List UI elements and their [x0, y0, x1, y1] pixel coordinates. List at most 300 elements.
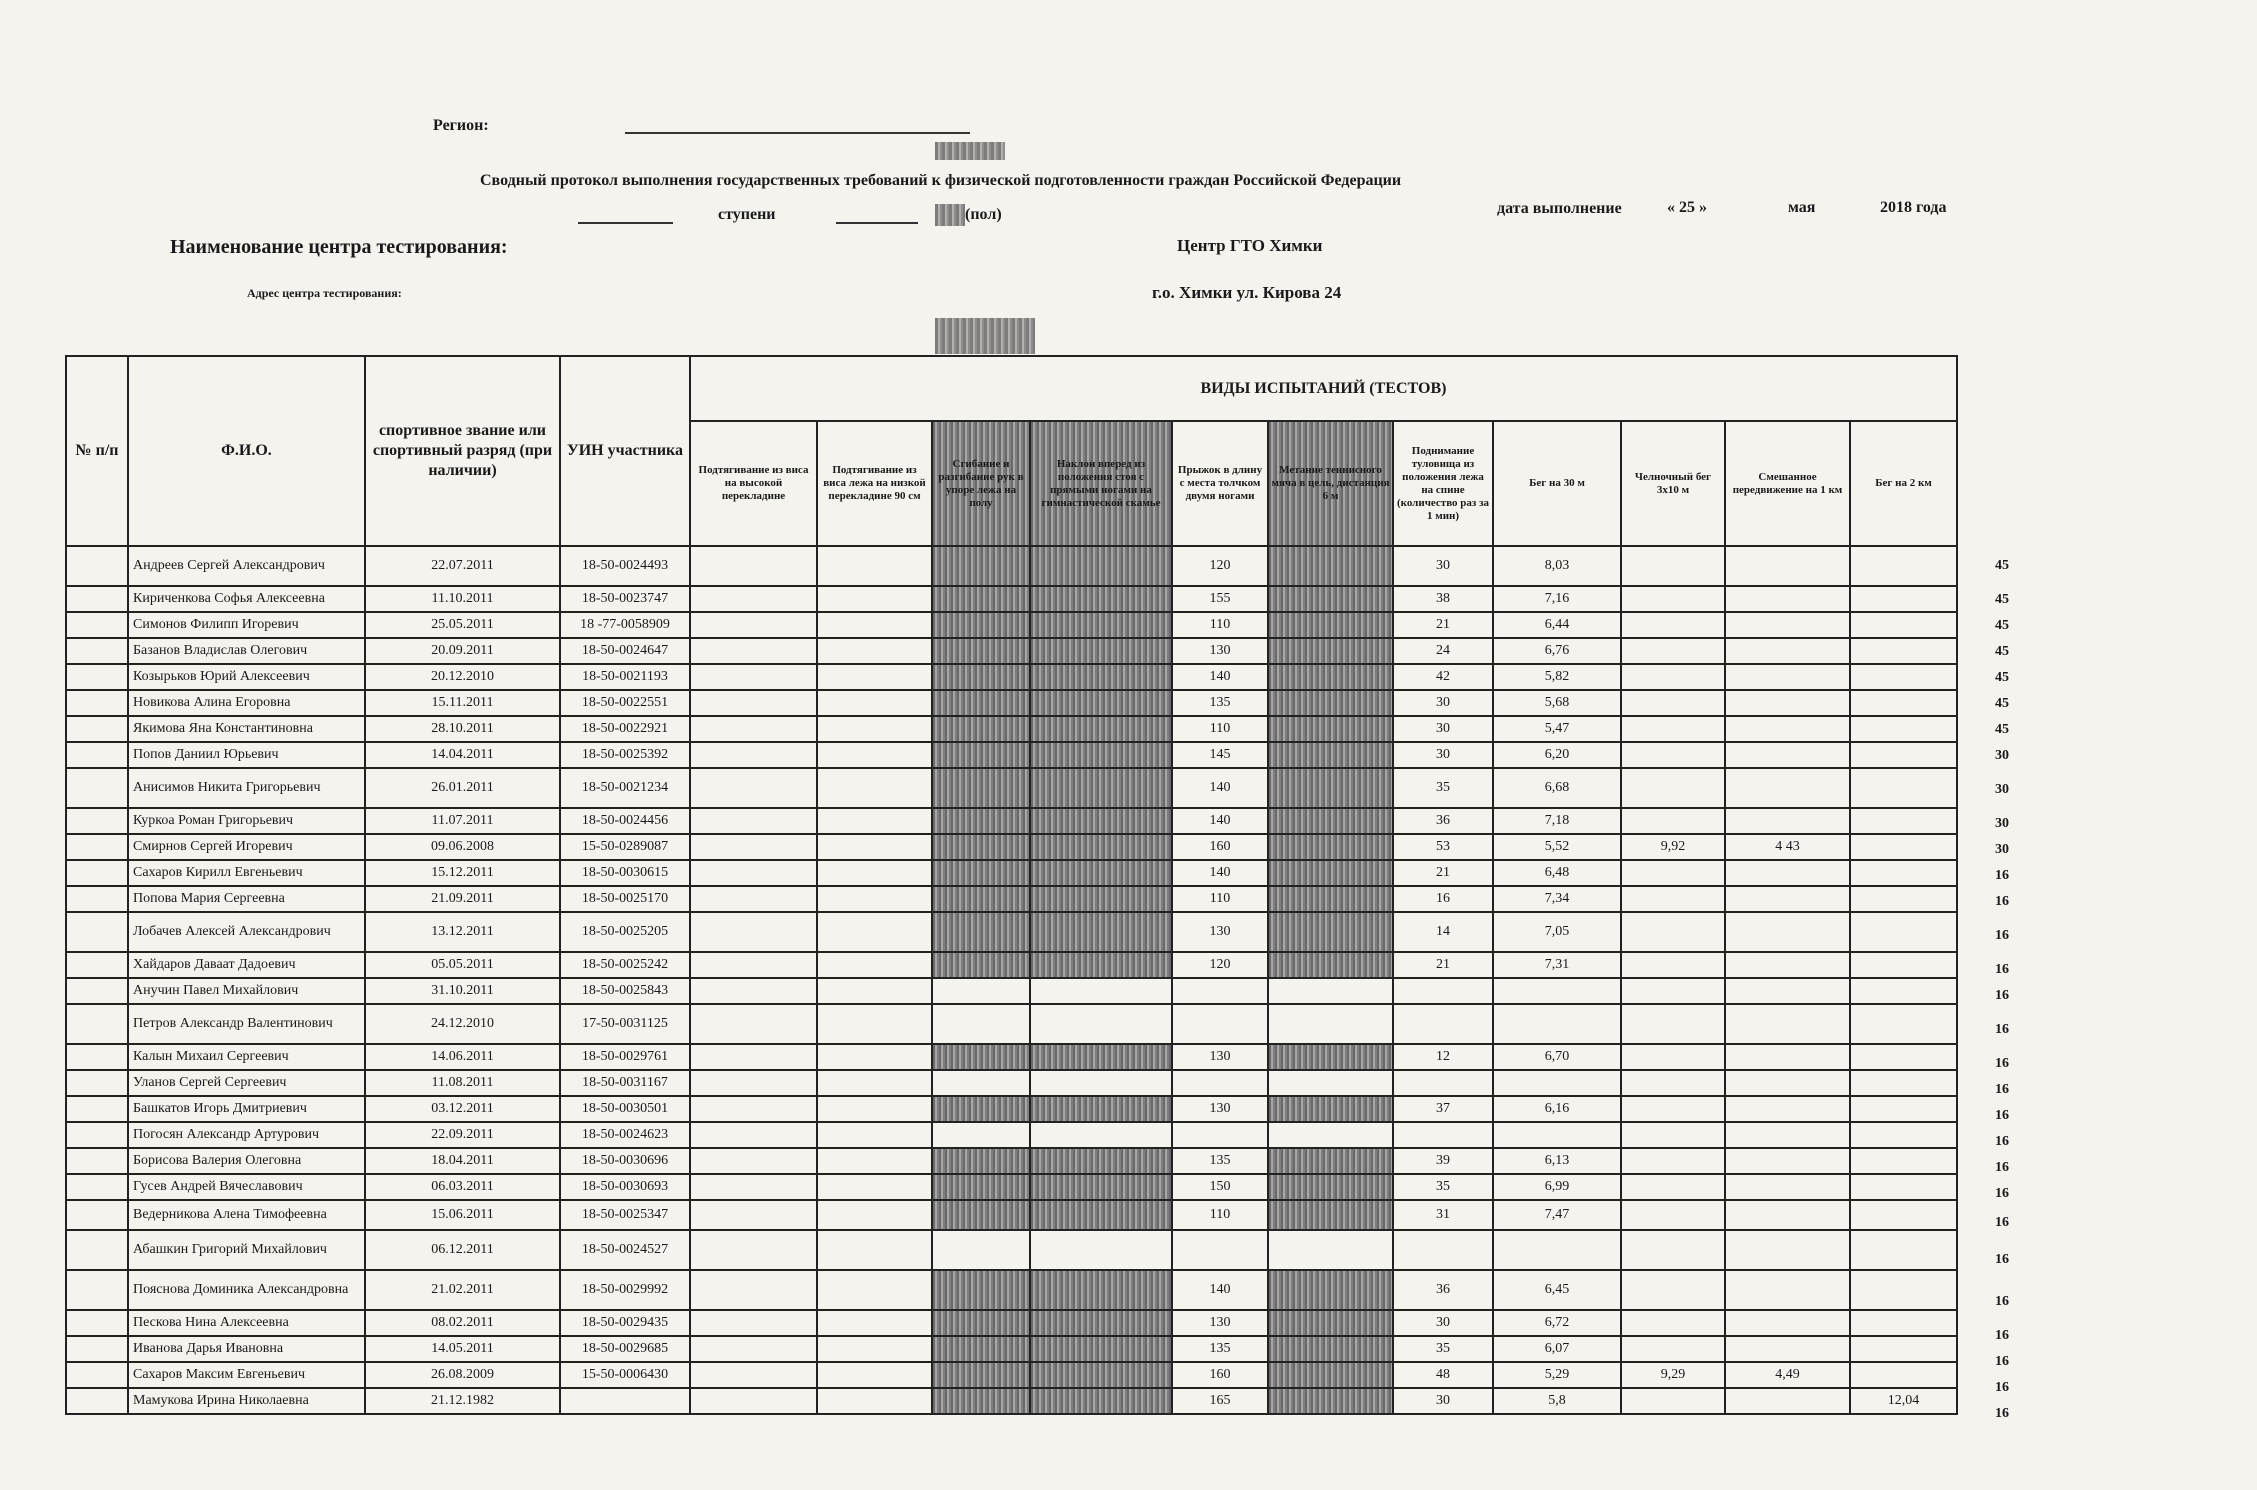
participant-dob: 15.06.2011 [365, 1200, 560, 1230]
score-value: 16 [1995, 1056, 2009, 1071]
pullup-high [690, 742, 817, 768]
mixed-1km [1725, 742, 1850, 768]
pullup-high [690, 716, 817, 742]
long-jump: 140 [1172, 1270, 1268, 1310]
shuttle-run [1621, 1230, 1725, 1270]
test-header-3: Наклон вперед из положения стоя с прямыми ногами на гимнастической скамье [1030, 421, 1172, 546]
situps: 30 [1393, 1388, 1493, 1414]
run-30m: 6,48 [1493, 860, 1621, 886]
ball-throw [1268, 1148, 1393, 1174]
long-jump: 155 [1172, 586, 1268, 612]
pushups [932, 1388, 1030, 1414]
run-2km: 12,04 [1850, 1388, 1957, 1414]
pushups [932, 1174, 1030, 1200]
ball-throw [1268, 638, 1393, 664]
pushups [932, 546, 1030, 586]
situps [1393, 1230, 1493, 1270]
test-header-6: Поднимание туловища из положения лежа на спине (количество раз за 1 мин) [1393, 421, 1493, 546]
long-jump: 140 [1172, 860, 1268, 886]
participant-uin: 18-50-0021193 [560, 664, 690, 690]
bend-forward [1030, 1200, 1172, 1230]
shuttle-run: 9,29 [1621, 1362, 1725, 1388]
situps: 39 [1393, 1148, 1493, 1174]
ball-throw [1268, 586, 1393, 612]
mixed-1km [1725, 546, 1850, 586]
participant-dob: 14.04.2011 [365, 742, 560, 768]
run-2km [1850, 1270, 1957, 1310]
mixed-1km [1725, 1004, 1850, 1044]
pushups [932, 1122, 1030, 1148]
date-year: 2018 года [1880, 199, 1947, 216]
row-number [66, 1044, 128, 1070]
participant-name: Калын Михаил Сергеевич [128, 1044, 365, 1070]
score-value: 45 [1995, 722, 2009, 737]
shuttle-run [1621, 952, 1725, 978]
table-row [66, 978, 1957, 1004]
bend-forward [1030, 716, 1172, 742]
participant-dob: 11.10.2011 [365, 586, 560, 612]
participant-uin: 18-50-0025843 [560, 978, 690, 1004]
table-row [66, 768, 1957, 808]
ball-throw [1268, 1174, 1393, 1200]
score-value: 16 [1995, 1328, 2009, 1343]
row-number [66, 716, 128, 742]
pushups [932, 1310, 1030, 1336]
bend-forward [1030, 808, 1172, 834]
shuttle-run [1621, 546, 1725, 586]
table-row [66, 912, 1957, 952]
table-row [66, 612, 1957, 638]
pullup-high [690, 768, 817, 808]
situps: 21 [1393, 952, 1493, 978]
redaction-mark [935, 318, 1035, 354]
long-jump: 130 [1172, 1096, 1268, 1122]
pullup-low [817, 768, 932, 808]
pushups [932, 1200, 1030, 1230]
run-30m: 7,18 [1493, 808, 1621, 834]
row-number [66, 690, 128, 716]
situps: 31 [1393, 1200, 1493, 1230]
ball-throw [1268, 1200, 1393, 1230]
participant-dob: 06.12.2011 [365, 1230, 560, 1270]
pushups [932, 716, 1030, 742]
pullup-high [690, 1388, 817, 1414]
bend-forward [1030, 1336, 1172, 1362]
pushups [932, 742, 1030, 768]
long-jump: 120 [1172, 952, 1268, 978]
ball-throw [1268, 768, 1393, 808]
participant-dob: 05.05.2011 [365, 952, 560, 978]
mixed-1km [1725, 952, 1850, 978]
bend-forward [1030, 1004, 1172, 1044]
table-row [66, 886, 1957, 912]
pullup-low [817, 1230, 932, 1270]
run-2km [1850, 952, 1957, 978]
participant-uin: 15-50-0006430 [560, 1362, 690, 1388]
score-value: 16 [1995, 1406, 2009, 1421]
score-value: 16 [1995, 962, 2009, 977]
shuttle-run [1621, 1004, 1725, 1044]
shuttle-run [1621, 1310, 1725, 1336]
pullup-high [690, 1336, 817, 1362]
date-month: мая [1788, 199, 1816, 216]
participant-name: Башкатов Игорь Дмитриевич [128, 1096, 365, 1122]
pushups [932, 1004, 1030, 1044]
participant-name: Хайдаров Даваат Дадоевич [128, 952, 365, 978]
pushups [932, 1230, 1030, 1270]
participant-dob: 21.02.2011 [365, 1270, 560, 1310]
participant-name: Анучин Павел Михайлович [128, 978, 365, 1004]
pushups [932, 1148, 1030, 1174]
row-number [66, 978, 128, 1004]
situps: 30 [1393, 690, 1493, 716]
region-underline [625, 132, 970, 134]
situps: 21 [1393, 860, 1493, 886]
run-30m: 5,68 [1493, 690, 1621, 716]
run-2km [1850, 664, 1957, 690]
participant-name: Андреев Сергей Александрович [128, 546, 365, 586]
participant-uin: 18-50-0025347 [560, 1200, 690, 1230]
long-jump: 110 [1172, 1200, 1268, 1230]
mixed-1km [1725, 1388, 1850, 1414]
pullup-low [817, 1336, 932, 1362]
table-row [66, 1336, 1957, 1362]
pushups [932, 1270, 1030, 1310]
participant-name: Базанов Владислав Олегович [128, 638, 365, 664]
score-value: 16 [1995, 1354, 2009, 1369]
shuttle-run [1621, 978, 1725, 1004]
participant-uin: 18-50-0024647 [560, 638, 690, 664]
participant-name: Пескова Нина Алексеевна [128, 1310, 365, 1336]
situps [1393, 1070, 1493, 1096]
score-value: 45 [1995, 618, 2009, 633]
pullup-low [817, 1122, 932, 1148]
col-fio-header: Ф.И.О. [128, 356, 365, 546]
row-number [66, 1004, 128, 1044]
mixed-1km [1725, 978, 1850, 1004]
pullup-high [690, 1174, 817, 1200]
bend-forward [1030, 952, 1172, 978]
test-header-7: Бег на 30 м [1493, 421, 1621, 546]
situps: 14 [1393, 912, 1493, 952]
ball-throw [1268, 1336, 1393, 1362]
situps: 35 [1393, 1336, 1493, 1362]
stage-label: ступени [718, 206, 776, 223]
pushups [932, 1336, 1030, 1362]
run-30m [1493, 1230, 1621, 1270]
participant-name: Сахаров Максим Евгеньевич [128, 1362, 365, 1388]
ball-throw [1268, 716, 1393, 742]
run-30m: 6,72 [1493, 1310, 1621, 1336]
long-jump [1172, 978, 1268, 1004]
participant-dob: 21.09.2011 [365, 886, 560, 912]
situps [1393, 978, 1493, 1004]
situps: 53 [1393, 834, 1493, 860]
row-number [66, 1148, 128, 1174]
row-number [66, 586, 128, 612]
pullup-high [690, 886, 817, 912]
run-2km [1850, 886, 1957, 912]
score-value: 16 [1995, 868, 2009, 883]
participant-dob: 13.12.2011 [365, 912, 560, 952]
score-value: 16 [1995, 1082, 2009, 1097]
run-2km [1850, 1004, 1957, 1044]
run-2km [1850, 912, 1957, 952]
participant-name: Лобачев Алексей Александрович [128, 912, 365, 952]
bend-forward [1030, 886, 1172, 912]
mixed-1km: 4 43 [1725, 834, 1850, 860]
bend-forward [1030, 586, 1172, 612]
pullup-high [690, 1362, 817, 1388]
long-jump: 110 [1172, 886, 1268, 912]
score-value: 16 [1995, 894, 2009, 909]
run-2km [1850, 1122, 1957, 1148]
participant-uin: 18-50-0025392 [560, 742, 690, 768]
score-value: 30 [1995, 842, 2009, 857]
participant-uin: 18-50-0022551 [560, 690, 690, 716]
participant-name: Иванова Дарья Ивановна [128, 1336, 365, 1362]
ball-throw [1268, 1070, 1393, 1096]
bend-forward [1030, 978, 1172, 1004]
row-number [66, 860, 128, 886]
shuttle-run [1621, 860, 1725, 886]
row-number [66, 768, 128, 808]
pullup-low [817, 1362, 932, 1388]
long-jump: 140 [1172, 808, 1268, 834]
row-number [66, 612, 128, 638]
participant-uin: 18-50-0021234 [560, 768, 690, 808]
pullup-high [690, 664, 817, 690]
run-2km [1850, 1070, 1957, 1096]
center-label: Наименование центра тестирования: [170, 236, 508, 258]
score-value: 16 [1995, 988, 2009, 1003]
redaction-mark [935, 204, 965, 226]
mixed-1km [1725, 886, 1850, 912]
bend-forward [1030, 612, 1172, 638]
bend-forward [1030, 1122, 1172, 1148]
table-row [66, 1362, 1957, 1388]
run-30m [1493, 1122, 1621, 1148]
table-row [66, 1230, 1957, 1270]
bend-forward [1030, 834, 1172, 860]
participant-uin: 18-50-0022921 [560, 716, 690, 742]
pushups [932, 912, 1030, 952]
pullup-low [817, 716, 932, 742]
document-title: Сводный протокол выполнения государственных требований к физической подготовленности граждан Российской Федерации [480, 172, 1402, 189]
table-row [66, 952, 1957, 978]
ball-throw [1268, 834, 1393, 860]
long-jump: 145 [1172, 742, 1268, 768]
pullup-low [817, 664, 932, 690]
table-row [66, 546, 1957, 586]
pullup-high [690, 1044, 817, 1070]
pullup-high [690, 1004, 817, 1044]
mixed-1km [1725, 808, 1850, 834]
pushups [932, 978, 1030, 1004]
long-jump: 135 [1172, 690, 1268, 716]
long-jump [1172, 1070, 1268, 1096]
run-2km [1850, 834, 1957, 860]
sex-label: (пол) [965, 206, 1002, 223]
participant-dob: 31.10.2011 [365, 978, 560, 1004]
address-value: г.о. Химки ул. Кирова 24 [1152, 283, 1342, 302]
mixed-1km [1725, 1174, 1850, 1200]
participant-name: Попова Мария Сергеевна [128, 886, 365, 912]
long-jump: 135 [1172, 1148, 1268, 1174]
situps: 30 [1393, 742, 1493, 768]
pullup-high [690, 978, 817, 1004]
table-row [66, 1096, 1957, 1122]
participant-uin: 15-50-0289087 [560, 834, 690, 860]
shuttle-run [1621, 1148, 1725, 1174]
mixed-1km: 4,49 [1725, 1362, 1850, 1388]
run-2km [1850, 1200, 1957, 1230]
shuttle-run [1621, 612, 1725, 638]
run-2km [1850, 1148, 1957, 1174]
pushups [932, 1044, 1030, 1070]
address-label: Адрес центра тестирования: [247, 286, 402, 300]
situps: 24 [1393, 638, 1493, 664]
shuttle-run [1621, 1270, 1725, 1310]
participant-name: Погосян Александр Артурович [128, 1122, 365, 1148]
row-number [66, 1230, 128, 1270]
long-jump: 140 [1172, 768, 1268, 808]
ball-throw [1268, 978, 1393, 1004]
pullup-low [817, 1200, 932, 1230]
participant-dob: 24.12.2010 [365, 1004, 560, 1044]
pushups [932, 638, 1030, 664]
run-30m: 5,29 [1493, 1362, 1621, 1388]
mixed-1km [1725, 664, 1850, 690]
bend-forward [1030, 912, 1172, 952]
table-row [66, 1270, 1957, 1310]
shuttle-run [1621, 1174, 1725, 1200]
long-jump: 130 [1172, 638, 1268, 664]
test-header-10: Бег на 2 км [1850, 421, 1957, 546]
participant-uin: 18-50-0030693 [560, 1174, 690, 1200]
mixed-1km [1725, 912, 1850, 952]
score-value: 45 [1995, 558, 2009, 573]
participant-name: Гусев Андрей Вячеславович [128, 1174, 365, 1200]
mixed-1km [1725, 768, 1850, 808]
participant-uin: 18-50-0024456 [560, 808, 690, 834]
test-header-1: Подтягивание из виса лежа на низкой перекладине 90 см [817, 421, 932, 546]
participant-name: Ведерникова Алена Тимофеевна [128, 1200, 365, 1230]
mixed-1km [1725, 1200, 1850, 1230]
table-row [66, 716, 1957, 742]
shuttle-run [1621, 690, 1725, 716]
pullup-low [817, 1310, 932, 1336]
pullup-high [690, 912, 817, 952]
participant-name: Абашкин Григорий Михайлович [128, 1230, 365, 1270]
table-row [66, 586, 1957, 612]
ball-throw [1268, 612, 1393, 638]
run-2km [1850, 690, 1957, 716]
bend-forward [1030, 690, 1172, 716]
score-value: 45 [1995, 592, 2009, 607]
bend-forward [1030, 1096, 1172, 1122]
participant-dob: 20.09.2011 [365, 638, 560, 664]
score-value: 16 [1995, 1380, 2009, 1395]
participant-uin: 18-50-0024623 [560, 1122, 690, 1148]
pushups [932, 808, 1030, 834]
participant-name: Попов Даниил Юрьевич [128, 742, 365, 768]
row-number [66, 1362, 128, 1388]
row-number [66, 952, 128, 978]
table-row [66, 1122, 1957, 1148]
pushups [932, 886, 1030, 912]
participant-dob: 20.12.2010 [365, 664, 560, 690]
score-value: 16 [1995, 1160, 2009, 1175]
participant-dob: 14.05.2011 [365, 1336, 560, 1362]
score-value: 16 [1995, 1294, 2009, 1309]
bend-forward [1030, 1070, 1172, 1096]
tests-header: ВИДЫ ИСПЫТАНИЙ (ТЕСТОВ) [690, 356, 1957, 421]
test-header-5: Метание теннисного мяча в цель, дистанция 6 м [1268, 421, 1393, 546]
run-2km [1850, 586, 1957, 612]
pushups [932, 768, 1030, 808]
pullup-high [690, 546, 817, 586]
ball-throw [1268, 860, 1393, 886]
score-value: 30 [1995, 748, 2009, 763]
run-30m: 5,47 [1493, 716, 1621, 742]
run-30m [1493, 1070, 1621, 1096]
pullup-high [690, 952, 817, 978]
pullup-low [817, 978, 932, 1004]
row-number [66, 1174, 128, 1200]
long-jump: 140 [1172, 664, 1268, 690]
participant-uin [560, 1388, 690, 1414]
pullup-low [817, 860, 932, 886]
situps: 37 [1393, 1096, 1493, 1122]
score-value: 16 [1995, 1022, 2009, 1037]
pullup-low [817, 952, 932, 978]
table-row [66, 1148, 1957, 1174]
run-30m: 6,07 [1493, 1336, 1621, 1362]
row-number [66, 1270, 128, 1310]
ball-throw [1268, 1310, 1393, 1336]
run-2km [1850, 1310, 1957, 1336]
run-30m: 5,8 [1493, 1388, 1621, 1414]
bend-forward [1030, 546, 1172, 586]
table-row [66, 1200, 1957, 1230]
score-value: 30 [1995, 782, 2009, 797]
participant-name: Уланов Сергей Сергеевич [128, 1070, 365, 1096]
ball-throw [1268, 1270, 1393, 1310]
ball-throw [1268, 886, 1393, 912]
pullup-high [690, 834, 817, 860]
run-2km [1850, 612, 1957, 638]
pullup-low [817, 612, 932, 638]
run-30m: 7,47 [1493, 1200, 1621, 1230]
long-jump [1172, 1122, 1268, 1148]
participant-name: Сахаров Кирилл Евгеньевич [128, 860, 365, 886]
row-number [66, 808, 128, 834]
mixed-1km [1725, 716, 1850, 742]
table-row [66, 808, 1957, 834]
run-30m [1493, 978, 1621, 1004]
row-number [66, 546, 128, 586]
bend-forward [1030, 1362, 1172, 1388]
table-row [66, 1044, 1957, 1070]
mixed-1km [1725, 638, 1850, 664]
table-row [66, 742, 1957, 768]
shuttle-run [1621, 586, 1725, 612]
situps: 30 [1393, 546, 1493, 586]
long-jump: 165 [1172, 1388, 1268, 1414]
participant-dob: 03.12.2011 [365, 1096, 560, 1122]
bend-forward [1030, 1174, 1172, 1200]
